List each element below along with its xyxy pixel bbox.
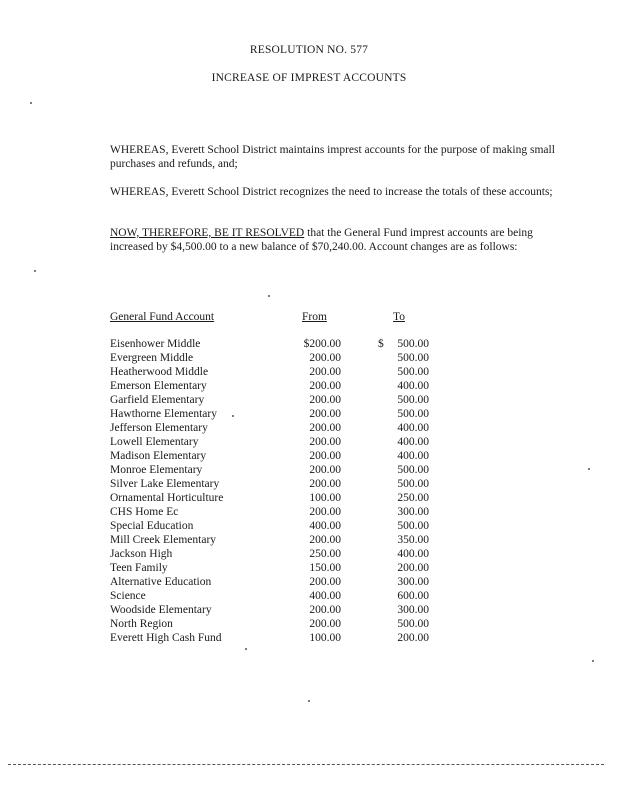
to-cell: 400.00 (397, 422, 429, 434)
from-cell: 200.00 (309, 450, 341, 462)
to-cell: 300.00 (397, 576, 429, 588)
account-cell: Jefferson Elementary (110, 422, 208, 434)
from-cell: 200.00 (309, 478, 341, 490)
account-cell: Alternative Education (110, 576, 212, 588)
to-cell: 500.00 (397, 478, 429, 490)
to-cell: 200.00 (397, 562, 429, 574)
account-table (0, 338, 618, 646)
account-cell: Special Education (110, 520, 194, 532)
account-cell: North Region (110, 618, 173, 630)
table-row (0, 548, 618, 562)
resolution-subtitle: INCREASE OF IMPREST ACCOUNTS (211, 72, 407, 84)
to-cell: 500.00 (397, 464, 429, 476)
from-cell: 200.00 (309, 436, 341, 448)
table-row (0, 492, 618, 506)
table-row (0, 576, 618, 590)
account-cell: Teen Family (110, 562, 168, 574)
from-cell: 200.00 (309, 380, 341, 392)
account-cell: Everett High Cash Fund (110, 632, 222, 644)
table-row (0, 604, 618, 618)
from-cell: 200.00 (309, 534, 341, 546)
table-row (0, 464, 618, 478)
to-cell: 500.00 (397, 394, 429, 406)
whereas-paragraph-2: WHEREAS, Everett School District recognizes the need to increase the totals of these accounts; (110, 186, 553, 198)
from-cell: 200.00 (309, 366, 341, 378)
to-cell: 250.00 (397, 492, 429, 504)
from-cell: 200.00 (309, 604, 341, 616)
account-cell: Evergreen Middle (110, 352, 194, 364)
scan-speck (30, 102, 32, 104)
table-row (0, 520, 618, 534)
account-cell: Hawthorne Elementary (110, 408, 217, 420)
from-cell: 150.00 (309, 562, 341, 574)
account-cell: Science (110, 590, 146, 602)
header-to: To (393, 311, 405, 323)
to-cell: 400.00 (397, 450, 429, 462)
account-cell: Ornamental Horticulture (110, 492, 224, 504)
resolved-lead: NOW, THEREFORE, BE IT RESOLVED (110, 227, 305, 239)
to-cell: 500.00 (397, 366, 429, 378)
table-row (0, 632, 618, 646)
header-account: General Fund Account (110, 311, 215, 323)
to-cell: 400.00 (397, 436, 429, 448)
to-cell: 300.00 (397, 506, 429, 518)
scan-speck (268, 295, 270, 297)
table-row (0, 534, 618, 548)
table-row (0, 478, 618, 492)
to-cell: 500.00 (397, 618, 429, 630)
scan-speck (308, 700, 310, 702)
from-cell: 100.00 (309, 632, 341, 644)
account-cell: CHS Home Ec (110, 506, 179, 518)
table-row (0, 450, 618, 464)
from-cell: 200.00 (309, 576, 341, 588)
table-row (0, 338, 618, 352)
to-cell: 500.00 (397, 408, 429, 420)
from-cell: 200.00 (309, 352, 341, 364)
scan-speck (592, 660, 594, 662)
from-cell: 200.00 (309, 618, 341, 630)
dollar-sign-cell: $ (378, 338, 384, 350)
scan-speck (232, 415, 234, 417)
account-cell: Mill Creek Elementary (110, 534, 217, 546)
from-cell: 200.00 (309, 464, 341, 476)
to-cell: 400.00 (397, 380, 429, 392)
account-cell: Monroe Elementary (110, 464, 203, 476)
scan-speck (245, 648, 247, 650)
account-cell: Lowell Elementary (110, 436, 199, 448)
bottom-scan-line (8, 764, 604, 765)
to-cell: 300.00 (397, 604, 429, 616)
resolved-text: that the General Fund imprest accounts are being increased by $4,500.00 to a new balance of $70,240.00. Account changes are as follows: (110, 227, 533, 253)
from-cell: 200.00 (309, 422, 341, 434)
scan-speck (34, 270, 36, 272)
account-cell: Woodside Elementary (110, 604, 212, 616)
from-cell: 200.00 (309, 394, 341, 406)
from-cell: 200.00 (309, 408, 341, 420)
whereas-paragraph-1: WHEREAS, Everett School District maintains imprest accounts for the purpose of making small purchases and refunds, and; (110, 144, 555, 170)
table-row (0, 380, 618, 394)
resolved-paragraph (110, 226, 570, 254)
account-cell: Garfield Elementary (110, 394, 205, 406)
from-cell: 250.00 (309, 548, 341, 560)
table-row (0, 436, 618, 450)
to-cell: 400.00 (397, 548, 429, 560)
table-row (0, 422, 618, 436)
account-cell: Emerson Elementary (110, 380, 207, 392)
header-from: From (302, 311, 327, 323)
to-cell: 500.00 (397, 520, 429, 532)
account-cell: Madison Elementary (110, 450, 207, 462)
table-row (0, 408, 618, 422)
to-cell: 600.00 (397, 590, 429, 602)
from-cell: $200.00 (303, 338, 341, 350)
table-row (0, 590, 618, 604)
account-cell: Heatherwood Middle (110, 366, 209, 378)
account-cell: Jackson High (110, 548, 173, 560)
to-cell: 350.00 (397, 534, 429, 546)
to-cell: 500.00 (397, 352, 429, 364)
table-row (0, 506, 618, 520)
to-cell: 500.00 (397, 338, 429, 350)
table-row (0, 562, 618, 576)
from-cell: 400.00 (309, 590, 341, 602)
table-row (0, 394, 618, 408)
from-cell: 100.00 (309, 492, 341, 504)
account-cell: Eisenhower Middle (110, 338, 201, 350)
from-cell: 200.00 (309, 506, 341, 518)
scan-speck (588, 468, 590, 470)
account-cell: Silver Lake Elementary (110, 478, 220, 490)
from-cell: 400.00 (309, 520, 341, 532)
to-cell: 200.00 (397, 632, 429, 644)
table-row (0, 352, 618, 366)
table-header (0, 311, 618, 325)
resolution-title: RESOLUTION NO. 577 (249, 44, 369, 56)
table-row (0, 618, 618, 632)
table-row (0, 366, 618, 380)
